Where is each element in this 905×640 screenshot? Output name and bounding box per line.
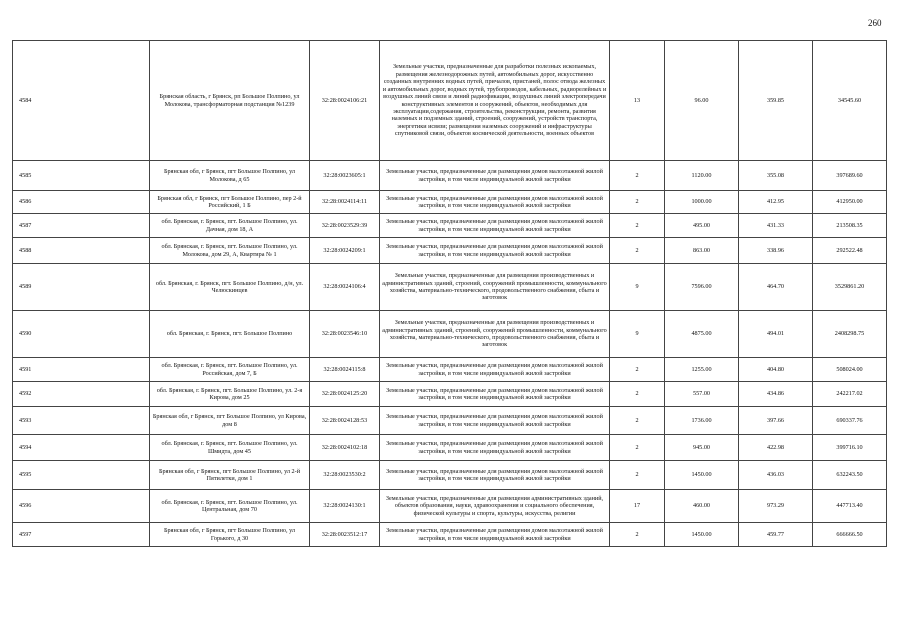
cadastral-value-cell: 690337.76 <box>813 407 887 435</box>
row-number: 4586 <box>13 191 150 214</box>
row-number: 4597 <box>13 523 150 547</box>
land-use-cell: Земельные участки, предназначенные для размещения домов малоэтажной жилой застройки, в том числе индивидуальной жилой застройки <box>380 358 610 382</box>
area-cell: 7596.00 <box>665 264 739 311</box>
address-cell: обл. Брянская, г. Брянск, пгт. Большое Полпино, ул. Молокова, дом 29, А, Квартира № 1 <box>150 238 310 264</box>
address-cell: Брянская обл, г Брянск, пгт Большое Полпино, ул 2-й Пятилетки, дом 1 <box>150 461 310 490</box>
address-cell: Брянская обл, г Брянск, пгт Большое Полпино, ул Молокова, д 65 <box>150 161 310 191</box>
specific-value-cell: 434.86 <box>739 382 813 407</box>
cadastral-number-cell: 32:28:0024130:1 <box>310 490 380 523</box>
cadastral-number-cell: 32:28:0023530:2 <box>310 461 380 490</box>
row-number: 4593 <box>13 407 150 435</box>
land-use-cell: Земельные участки, предназначенные для размещения домов малоэтажной жилой застройки, в том числе индивидуальной жилой застройки <box>380 461 610 490</box>
area-cell: 1000.00 <box>665 191 739 214</box>
land-use-cell: Земельные участки, предназначенные для размещения домов малоэтажной жилой застройки, в том числе индивидуальной жилой застройки <box>380 161 610 191</box>
table-row <box>13 382 887 407</box>
row-number: 4595 <box>13 461 150 490</box>
row-number: 4590 <box>13 311 150 358</box>
specific-value-cell: 355.08 <box>739 161 813 191</box>
table-row <box>13 490 887 523</box>
specific-value-cell: 422.98 <box>739 435 813 461</box>
area-cell: 1736.00 <box>665 407 739 435</box>
category-cell: 2 <box>610 382 665 407</box>
cadastral-value-cell: 34545.60 <box>813 41 887 161</box>
cadastral-number-cell: 32:28:0023605:1 <box>310 161 380 191</box>
area-cell: 495.00 <box>665 214 739 238</box>
cadastral-value-cell: 292522.48 <box>813 238 887 264</box>
address-cell: Брянская обл, г Брянск, пгт Большое Полпино, пер 2-й Российский, 1 Б <box>150 191 310 214</box>
cadastral-number-cell: 32:28:0023512:17 <box>310 523 380 547</box>
table-row <box>13 214 887 238</box>
specific-value-cell: 436.03 <box>739 461 813 490</box>
address-cell: обл. Брянская, г. Брянск, пгт. Большое Полпино, ул. Дачная, дом 18, А <box>150 214 310 238</box>
cadastral-value-cell: 213508.35 <box>813 214 887 238</box>
cadastral-value-cell: 666666.50 <box>813 523 887 547</box>
address-cell: обл. Брянская, г. Брянск, пгт. Большое Полпино, ул. 2-я Кирова, дом 25 <box>150 382 310 407</box>
land-use-cell: Земельные участки, предназначенные для разработки полезных ископаемых, размещения железнодорожных путей, автомобильных дорог, искусственно созданных внутренних водных путей, причалов, пристаней, полос отвода железных и автомобильных дорог, водных путей, трубопроводов, кабельных, радиорелейных и воздушных линий связи и линий радиофикации, воздушных линий электропередачи конструктивных элементов и сооружений, объектов, необходимых для эксплуатации,содержания, строительства, реконструкции, ремонта, развития наземных и подземных зданий, строений, сооружений, устройств транспорта, энергетики исвязи; размещения наземных сооружений и инфраструктуры спутниковой связи, объектов космической деятельности, военных объектов <box>380 41 610 161</box>
area-cell: 945.00 <box>665 435 739 461</box>
table-row <box>13 407 887 435</box>
page-number: 260 <box>868 18 882 28</box>
cadastral-number-cell: 32:28:0023529:39 <box>310 214 380 238</box>
land-use-cell: Земельные участки, предназначенные для размещения домов малоэтажной жилой застройки, в том числе индивидуальной жилой застройки <box>380 523 610 547</box>
specific-value-cell: 464.70 <box>739 264 813 311</box>
category-cell: 2 <box>610 407 665 435</box>
specific-value-cell: 397.66 <box>739 407 813 435</box>
cadastral-value-cell: 2408298.75 <box>813 311 887 358</box>
category-cell: 2 <box>610 161 665 191</box>
area-cell: 1450.00 <box>665 523 739 547</box>
cadastral-value-cell: 3529861.20 <box>813 264 887 311</box>
cadastral-number-cell: 32:28:0024115:8 <box>310 358 380 382</box>
area-cell: 1120.00 <box>665 161 739 191</box>
category-cell: 9 <box>610 264 665 311</box>
area-cell: 1255.00 <box>665 358 739 382</box>
table-row <box>13 264 887 311</box>
cadastral-value-cell: 399716.10 <box>813 435 887 461</box>
table-row <box>13 41 887 161</box>
land-use-cell: Земельные участки, предназначенные для размещения административных зданий, объектов образования, науки, здравоохранения и социального обеспечения, физической культуры и спорта, культуры, искусства, религии <box>380 490 610 523</box>
row-number: 4585 <box>13 161 150 191</box>
table-row <box>13 161 887 191</box>
area-cell: 96.00 <box>665 41 739 161</box>
land-use-cell: Земельные участки, предназначенные для размещения домов малоэтажной жилой застройки, в том числе индивидуальной жилой застройки <box>380 435 610 461</box>
cadastral-number-cell: 32:28:0024125:20 <box>310 382 380 407</box>
table-row <box>13 311 887 358</box>
category-cell: 2 <box>610 238 665 264</box>
land-use-cell: Земельные участки, предназначенные для размещения производственных и административных зданий, строений, сооружений промышленности, коммунального хозяйства, материально-технического, продовольственного снабжения, сбыта и заготовок <box>380 311 610 358</box>
table-row <box>13 461 887 490</box>
land-use-cell: Земельные участки, предназначенные для размещения домов малоэтажной жилой застройки, в том числе индивидуальной жилой застройки <box>380 407 610 435</box>
land-use-cell: Земельные участки, предназначенные для размещения домов малоэтажной жилой застройки, в том числе индивидуальной жилой застройки <box>380 238 610 264</box>
address-cell: обл. Брянская, г. Брянск, пгт. Большое Полпино, ул. Центральная, дом 70 <box>150 490 310 523</box>
category-cell: 2 <box>610 191 665 214</box>
specific-value-cell: 404.80 <box>739 358 813 382</box>
address-cell: Брянская обл, г Брянск, пгт Большое Полпино, ул Кирова, дом 8 <box>150 407 310 435</box>
address-cell: обл. Брянская, г. Брянск, пгт. Большое Полпино, ул. Шмидта, дом 45 <box>150 435 310 461</box>
row-number: 4589 <box>13 264 150 311</box>
land-use-cell: Земельные участки, предназначенные для размещения домов малоэтажной жилой застройки, в том числе индивидуальной жилой застройки <box>380 214 610 238</box>
row-number: 4596 <box>13 490 150 523</box>
cadastral-number-cell: 32:28:0024106:21 <box>310 41 380 161</box>
area-cell: 1450.00 <box>665 461 739 490</box>
cadastral-value-table <box>12 40 887 547</box>
category-cell: 13 <box>610 41 665 161</box>
row-number: 4592 <box>13 382 150 407</box>
address-cell: Брянская область, г Брянск, рп Большое Полпино, ул Молокова, трансформаторная подстанция №1239 <box>150 41 310 161</box>
address-cell: обл. Брянская, г. Брянск, пгт. Большое Полпино, ул. Российская, дом 7, Б <box>150 358 310 382</box>
cadastral-value-cell: 242217.02 <box>813 382 887 407</box>
table-row <box>13 191 887 214</box>
category-cell: 17 <box>610 490 665 523</box>
row-number: 4587 <box>13 214 150 238</box>
specific-value-cell: 338.96 <box>739 238 813 264</box>
cadastral-value-cell: 632243.50 <box>813 461 887 490</box>
cadastral-number-cell: 32:28:0024209:1 <box>310 238 380 264</box>
category-cell: 2 <box>610 435 665 461</box>
table-row <box>13 523 887 547</box>
cadastral-value-cell: 397689.60 <box>813 161 887 191</box>
land-use-cell: Земельные участки, предназначенные для размещения домов малоэтажной жилой застройки, в том числе индивидуальной жилой застройки <box>380 382 610 407</box>
specific-value-cell: 973.29 <box>739 490 813 523</box>
row-number: 4584 <box>13 41 150 161</box>
cadastral-value-cell: 412950.00 <box>813 191 887 214</box>
cadastral-value-cell: 447713.40 <box>813 490 887 523</box>
category-cell: 2 <box>610 358 665 382</box>
address-cell: обл. Брянская, г. Брянск, пгт. Большое Полпино <box>150 311 310 358</box>
area-cell: 460.00 <box>665 490 739 523</box>
cadastral-number-cell: 32:28:0024128:53 <box>310 407 380 435</box>
cadastral-number-cell: 32:28:0024102:18 <box>310 435 380 461</box>
area-cell: 863.00 <box>665 238 739 264</box>
cadastral-number-cell: 32:28:0023546:10 <box>310 311 380 358</box>
specific-value-cell: 412.95 <box>739 191 813 214</box>
row-number: 4591 <box>13 358 150 382</box>
table-row <box>13 358 887 382</box>
specific-value-cell: 359.85 <box>739 41 813 161</box>
category-cell: 9 <box>610 311 665 358</box>
cadastral-number-cell: 32:28:0024114:11 <box>310 191 380 214</box>
cadastral-value-cell: 508024.00 <box>813 358 887 382</box>
category-cell: 2 <box>610 461 665 490</box>
specific-value-cell: 431.33 <box>739 214 813 238</box>
land-use-cell: Земельные участки, предназначенные для размещения домов малоэтажной жилой застройки, в том числе индивидуальной жилой застройки <box>380 191 610 214</box>
cadastral-number-cell: 32:28:0024106:4 <box>310 264 380 311</box>
row-number: 4588 <box>13 238 150 264</box>
row-number: 4594 <box>13 435 150 461</box>
table-row <box>13 238 887 264</box>
area-cell: 4875.00 <box>665 311 739 358</box>
category-cell: 2 <box>610 214 665 238</box>
specific-value-cell: 459.77 <box>739 523 813 547</box>
area-cell: 557.00 <box>665 382 739 407</box>
address-cell: обл. Брянская, г. Брянск, пгт. Большое Полпино, д/н, ул. Челюскинцев <box>150 264 310 311</box>
category-cell: 2 <box>610 523 665 547</box>
land-use-cell: Земельные участки, предназначенные для размещения производственных и административных зданий, строений, сооружений промышленности, коммунального хозяйства, материально-технического, продовольственного снабжения, сбыта и заготовок <box>380 264 610 311</box>
specific-value-cell: 494.01 <box>739 311 813 358</box>
address-cell: Брянская обл, г Брянск, пгт Большое Полпино, ул Горького, д 30 <box>150 523 310 547</box>
table-row <box>13 435 887 461</box>
